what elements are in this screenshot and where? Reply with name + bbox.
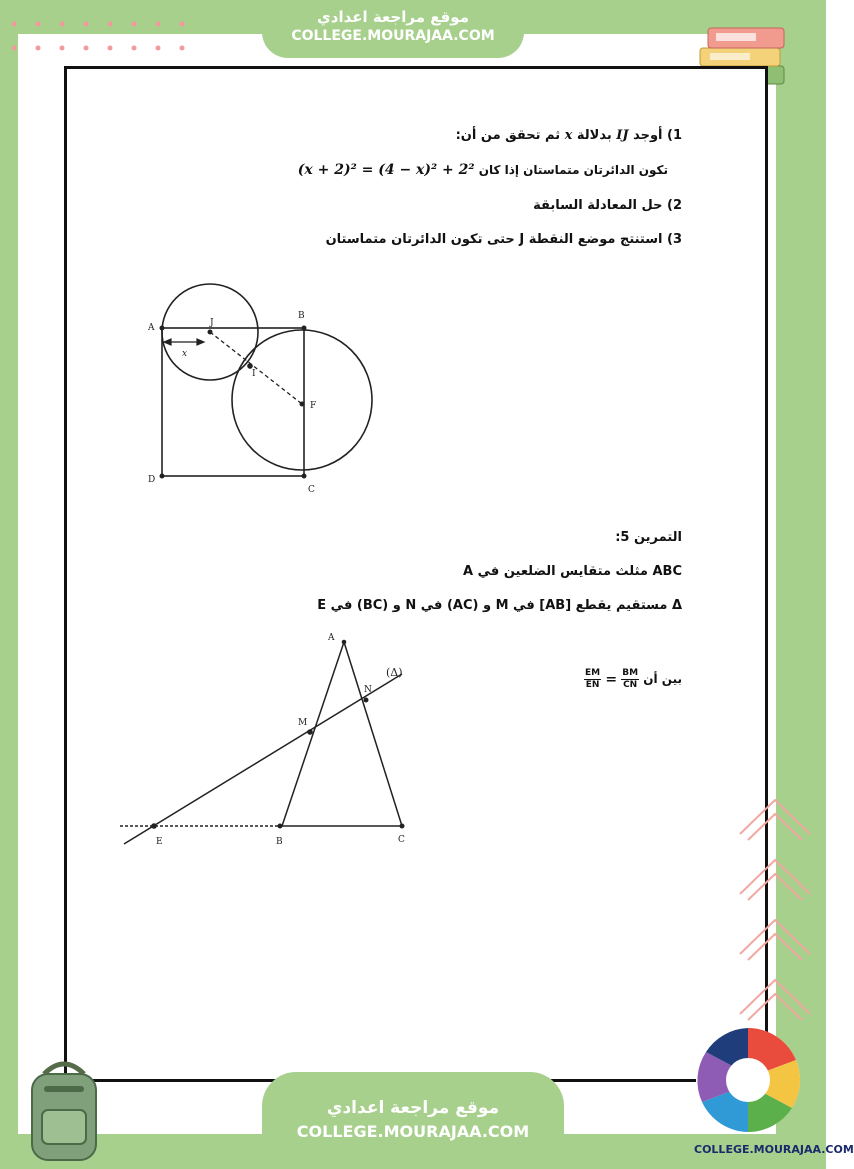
- label-m: M: [298, 718, 308, 728]
- label-f: F: [310, 401, 317, 411]
- exercise-5-title: التمرين 5:: [615, 530, 682, 545]
- question-3: 3) استنتج موضع النقطة J حتى تكون الدائرتان متماستان: [325, 232, 682, 247]
- label-e: E: [156, 837, 163, 847]
- point-b: [302, 326, 307, 331]
- point-f: [300, 402, 305, 407]
- label-d: D: [148, 475, 156, 485]
- label-c: C: [308, 485, 315, 495]
- label-b: B: [276, 837, 283, 847]
- point-c: [302, 474, 307, 479]
- site-logo-icon: [696, 1022, 806, 1140]
- exercise-5-line-1: ABC مثلث متقايس الضلعين في A: [463, 564, 682, 579]
- question-1: 1) أوجد IJ بدلالة x ثم تحقق من أن:: [455, 128, 682, 143]
- label-a: A: [328, 633, 335, 643]
- point-m: [307, 729, 313, 735]
- figure-triangle: [110, 630, 420, 860]
- site-banner-bottom[interactable]: [262, 1072, 564, 1169]
- site-url-bottom: COLLEGE.MOURAJAA.COM: [296, 1122, 530, 1141]
- point-a: [342, 640, 347, 645]
- fraction-em-en: $\frac{EM}{EN}$: [585, 668, 601, 690]
- point-e: [151, 823, 157, 829]
- backpack-icon: [14, 1054, 114, 1166]
- prove-statement: بين أن $\frac{EM}{EN}$ = $\frac{BM}{CN}$: [585, 668, 682, 690]
- site-banner-top[interactable]: [262, 0, 524, 58]
- question-2: 2) حل المعادلة السابقة: [533, 198, 682, 213]
- fraction-bm-cn: $\frac{BM}{CN}$: [622, 668, 639, 690]
- label-x: x: [182, 349, 188, 359]
- point-d: [160, 474, 165, 479]
- exercise-5-line-2: Δ مستقيم يقطع [AB] في M و (AC) في N و (BC) في E: [317, 598, 682, 613]
- point-c: [400, 824, 405, 829]
- label-delta: (Δ): [386, 666, 403, 679]
- site-url: COLLEGE.MOURAJAA.COM: [291, 28, 495, 44]
- equation: (x + 2)² = (4 − x)² + 2²: [297, 162, 475, 178]
- point-a: [160, 326, 165, 331]
- logo-caption: COLLEGE.MOURAJAA.COM: [694, 1143, 854, 1156]
- label-i: I: [252, 369, 256, 379]
- question-1-condition: تكون الدائرتان متماستان إذا كان (x + 2)² = (4 − x)² + 2²: [297, 162, 668, 178]
- site-name-ar: موقع مراجعة اعدادي: [317, 8, 469, 26]
- point-b: [278, 824, 283, 829]
- label-c: C: [398, 835, 405, 845]
- point-j: [208, 330, 213, 335]
- label-b: B: [298, 311, 305, 321]
- label-a: A: [148, 323, 155, 333]
- site-name-ar-bottom: موقع مراجعة اعدادي: [326, 1098, 500, 1118]
- decorative-dots: [4, 20, 204, 60]
- figure-square-circles: [130, 280, 400, 500]
- decorative-chevrons: [730, 790, 820, 1040]
- point-i: [247, 363, 253, 369]
- label-n: N: [364, 685, 372, 695]
- point-n: [364, 698, 369, 703]
- label-j: J: [210, 318, 214, 328]
